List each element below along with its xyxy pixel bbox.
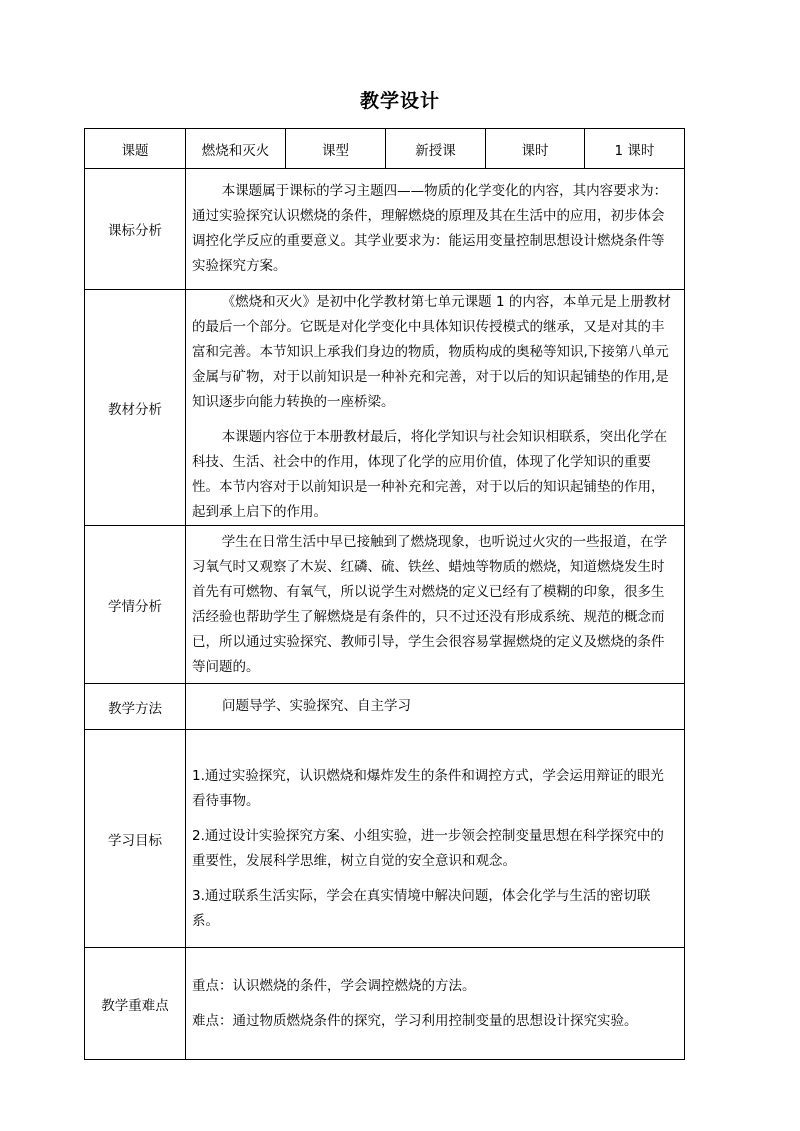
students-paragraph: 学生在日常生活中早已接触到了燃烧现象，也听说过火灾的一些报道，在学习氧气时又观察了木炭、红磷、硫、铁丝、蜡烛等物质的燃烧，知道燃烧发生时首先有可燃物、有氧气，所以说学生对燃烧的定义已经有了模糊的印象，很多生活经验也帮助学生了解燃烧是有条件的，只不过还没有形成系统、规范的概念而已，所以通过实验探究、教师引导，学生会很容易掌握燃烧的定义及燃烧的条件等问题的。 (192, 533, 668, 675)
curriculum-row (85, 169, 685, 290)
type-label: 课型 (286, 129, 386, 169)
topic-value: 燃烧和灭火 (186, 129, 286, 169)
header-row (85, 129, 685, 169)
curriculum-content (186, 169, 685, 290)
keypoints-row (85, 948, 685, 1060)
textbook-content (186, 290, 685, 526)
lesson-design-table (84, 128, 685, 1060)
keypoint-item-1: 重点：认识燃烧的条件，学会调控燃烧的方法。 (192, 977, 476, 994)
objective-item-1: 1.通过实验探究，认识燃烧和爆炸发生的条件和调控方式，学会运用辩证的眼光看待事物。 (192, 768, 664, 809)
document-title: 教学设计 (359, 90, 440, 112)
keypoint-item-2: 难点：通过物质燃烧条件的探究，学习利用控制变量的思想设计探究实验。 (192, 1012, 638, 1029)
students-content (186, 526, 685, 684)
keypoints-label: 教学重难点 (85, 948, 186, 1060)
objective-item-3: 3.通过联系生活实际，学会在真实情境中解决问题，体会化学与生活的密切联系。 (192, 888, 651, 929)
textbook-paragraph-2: 本课题内容位于本册教材最后，将化学知识与社会知识相联系，突出化学在科技、生活、社会中的作用，体现了化学的应用价值，体现了化学知识的重要性。本节内容对于以前知识是一种补充和完善，对于以后的知识起铺垫的作用，起到承上启下的作用。 (192, 429, 668, 520)
type-value: 新授课 (386, 129, 486, 169)
hours-label: 课时 (486, 129, 585, 169)
methods-content: 问题导学、实验探究、自主学习 (186, 684, 685, 730)
curriculum-paragraph: 本课题属于课标的学习主题四——物质的化学变化的内容，其内容要求为：通过实验探究认识燃烧的条件，理解燃烧的原理及其在生活中的应用，初步体会调控化学反应的重要意义。其学业要求为：能运用变量控制思想设计燃烧条件等实验探究方案。 (192, 183, 668, 274)
curriculum-label: 课标分析 (85, 169, 186, 290)
keypoints-content (186, 948, 685, 1060)
methods-row (85, 684, 685, 730)
students-row (85, 526, 685, 684)
students-label: 学情分析 (85, 526, 186, 684)
hours-value: 1 课时 (585, 129, 685, 169)
textbook-row (85, 290, 685, 526)
objectives-row (85, 730, 685, 948)
textbook-label: 教材分析 (85, 290, 186, 526)
methods-label: 教学方法 (85, 684, 186, 730)
textbook-paragraph-1: 《燃烧和灭火》是初中化学教材第七单元课题 1 的内容，本单元是上册教材的最后一个部分。它既是对化学变化中具体知识传授模式的继承，又是对其的丰富和完善。本节知识上承我们身边的物质，物质构成的奥秘等知识,下接第八单元金属与矿物，对于以前知识是一种补充和完善，对于以后的知识起铺垫的作用,是知识逐步向能力转换的一座桥梁。 (192, 294, 671, 410)
objective-item-2: 2.通过设计实验探究方案、小组实验，进一步领会控制变量思想在科学探究中的重要性，发展科学思维，树立自觉的安全意识和观念。 (192, 828, 664, 869)
objectives-label: 学习目标 (85, 730, 186, 948)
objectives-content (186, 730, 685, 948)
topic-label: 课题 (85, 129, 186, 169)
